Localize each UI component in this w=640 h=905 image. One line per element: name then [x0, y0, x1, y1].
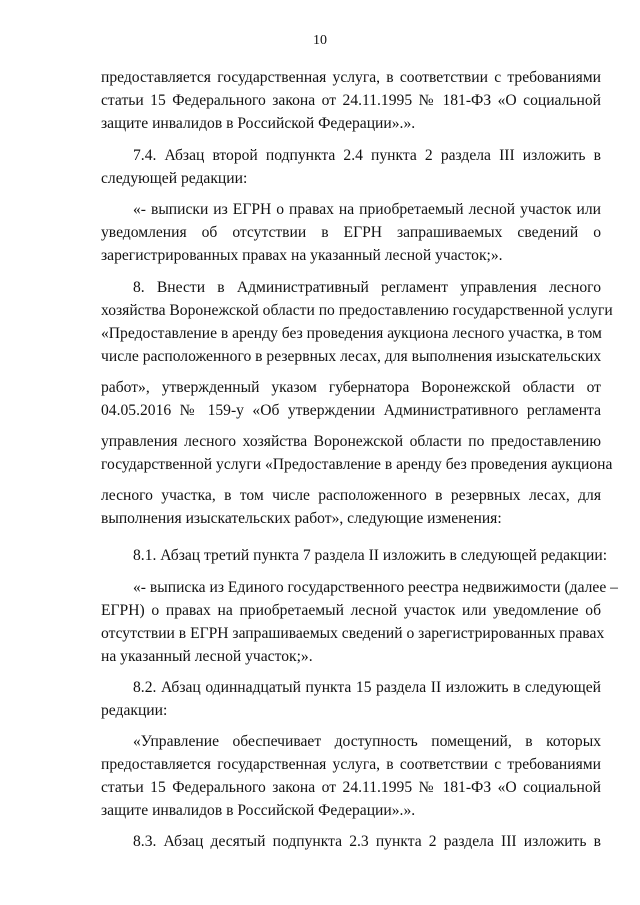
text-line: 04.05.2016 № 159-у «Об утверждении Административного регламента: [101, 402, 601, 419]
text-line: уведомления об отсутствии в ЕГРН запрашиваемых сведений о: [101, 224, 601, 241]
text-line: 8.1. Абзац третий пункта 7 раздела II изложить в следующей редакции:: [133, 547, 608, 564]
text-line: выполнения изыскательских работ», следующие изменения:: [101, 510, 502, 527]
text-line: на указанный лесной участок;».: [101, 648, 313, 665]
text-line: редакции:: [101, 702, 168, 719]
text-line: хозяйства Воронежской области по предоставлению государственной услуги: [101, 302, 613, 319]
text-line: «Предоставление в аренду без проведения аукциона лесного участка, в том: [101, 325, 602, 342]
text-line: следующей редакции:: [101, 170, 248, 187]
text-line: «Управление обеспечивает доступность помещений, в которых: [133, 733, 601, 750]
text-line: лесного участка, в том числе расположенного в резервных лесах, для: [101, 487, 601, 504]
text-line: защите инвалидов в Российской Федерации».».: [101, 802, 416, 819]
text-line: защите инвалидов в Российской Федерации».».: [101, 115, 416, 132]
text-line: отсутствии в ЕГРН запрашиваемых сведений о зарегистрированных правах: [101, 625, 605, 642]
text-line: «- выписки из ЕГРН о правах на приобретаемый лесной участок или: [133, 201, 601, 218]
text-line: «- выписка из Единого государственного реестра недвижимости (далее –: [133, 579, 618, 596]
text-line: управления лесного хозяйства Воронежской области по предоставлению: [101, 433, 601, 450]
text-line: предоставляется государственная услуга, в соответствии с требованиями: [101, 756, 601, 773]
text-line: предоставляется государственная услуга, в соответствии с требованиями: [101, 69, 601, 86]
text-line: зарегистрированных правах на указанный лесной участок;».: [101, 247, 503, 264]
text-line: работ», утвержденный указом губернатора Воронежской области от: [101, 379, 601, 396]
text-line: числе расположенного в резервных лесах, для выполнения изыскательских: [101, 348, 602, 365]
text-line: ЕГРН) о правах на приобретаемый лесной участок или уведомление об: [101, 602, 601, 619]
page-number: 10: [313, 33, 327, 48]
text-line: 7.4. Абзац второй подпункта 2.4 пункта 2 раздела III изложить в: [133, 147, 601, 164]
text-line: статьи 15 Федерального закона от 24.11.1995 № 181-ФЗ «О социальной: [101, 779, 601, 796]
text-line: 8.2. Абзац одиннадцатый пункта 15 раздела II изложить в следующей: [133, 679, 601, 696]
text-line: государственной услуги «Предоставление в аренду без проведения аукциона: [101, 456, 613, 473]
text-line: 8.3. Абзац десятый подпункта 2.3 пункта 2 раздела III изложить в: [133, 833, 601, 850]
text-line: 8. Внести в Административный регламент управления лесного: [133, 279, 601, 296]
text-line: статьи 15 Федерального закона от 24.11.1995 № 181-ФЗ «О социальной: [101, 92, 601, 109]
